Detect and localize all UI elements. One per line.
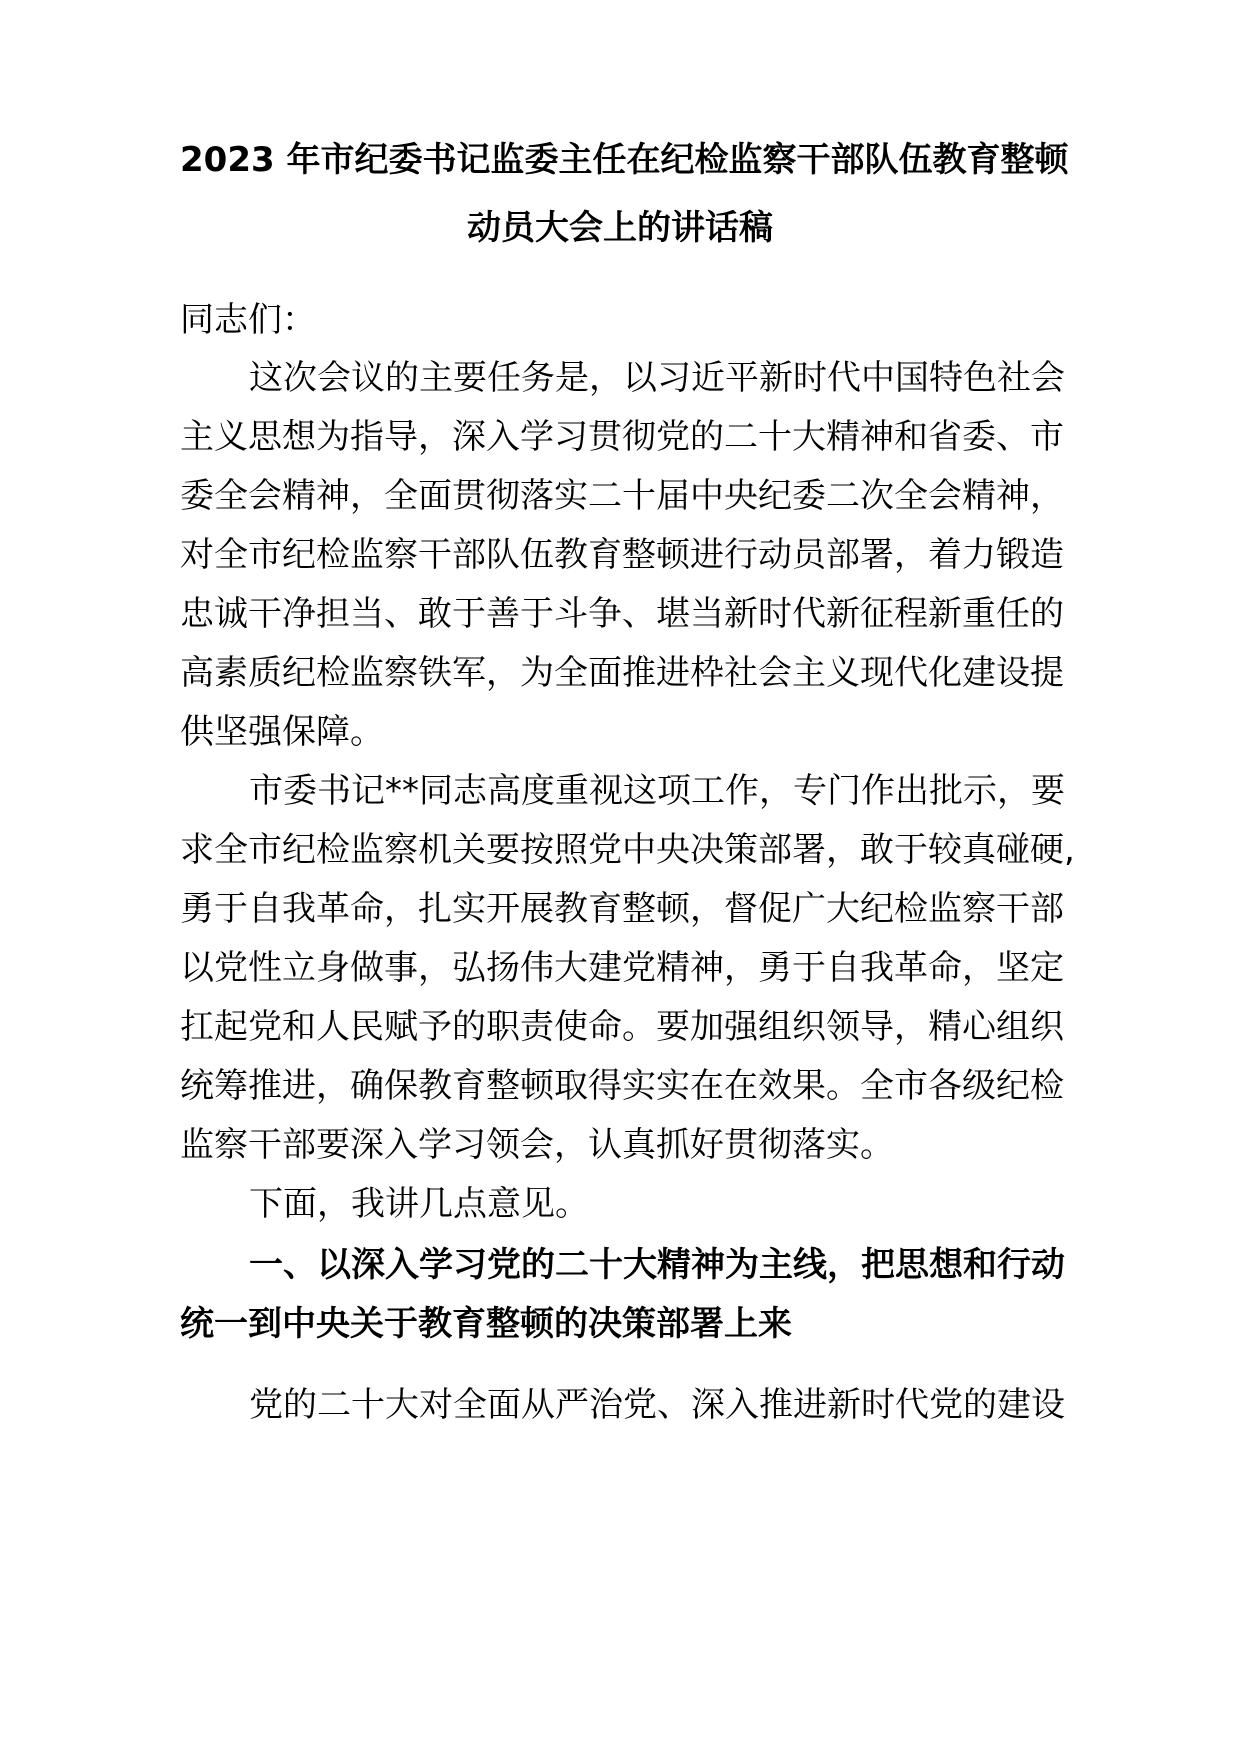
paragraph-2-line: 统筹推进，确保教育整顿取得实实在在效果。全市各级纪检 bbox=[180, 1066, 1064, 1106]
paragraph-1-line: 忠诚干净担当、敢于善于斗争、堪当新时代新征程新重任的 bbox=[180, 594, 1064, 634]
paragraph-1-line: 对全市纪检监察干部队伍教育整顿进行动员部署，着力锻造 bbox=[180, 535, 1064, 575]
section-heading-1-line: 统一到中央关于教育整顿的决策部署上来 bbox=[180, 1304, 792, 1344]
paragraph-1-line: 主义思想为指导，深入学习贯彻党的二十大精神和省委、市 bbox=[180, 417, 1064, 457]
section-heading-1-line: 一、以深入学习党的二十大精神为主线，把思想和行动 bbox=[249, 1245, 1065, 1285]
paragraph-1-line: 高素质纪检监察铁军，为全面推进枠社会主义现代化建设提 bbox=[180, 653, 1064, 693]
paragraph-4-line: 党的二十大对全面从严治党、深入推进新时代党的建设 bbox=[249, 1385, 1065, 1425]
salutation: 同志们： bbox=[180, 300, 316, 340]
paragraph-1-line: 供坚强保障。 bbox=[180, 712, 384, 752]
paragraph-3: 下面，我讲几点意见。 bbox=[249, 1184, 589, 1224]
paragraph-1-line: 这次会议的主要任务是，以习近平新时代中国特色社会 bbox=[249, 358, 1065, 398]
paragraph-2-line: 以党性立身做事，弘扬伟大建党精神，勇于自我革命，坚定 bbox=[180, 948, 1064, 988]
document-title-line-1: 2023 年市纪委书记监委主任在纪检监察干部队伍教育整顿 bbox=[180, 140, 1069, 180]
paragraph-1-line: 委全会精神，全面贯彻落实二十届中央纪委二次全会精神， bbox=[180, 476, 1064, 516]
paragraph-2-line: 监察干部要深入学习领会，认真抓好贯彻落实。 bbox=[180, 1125, 894, 1165]
paragraph-2-line: 市委书记**同志高度重视这项工作，专门作出批示，要 bbox=[249, 771, 1065, 811]
paragraph-2-line: 勇于自我革命，扎实开展教育整顿，督促广大纪检监察干部 bbox=[180, 889, 1064, 929]
document-title-line-2: 动员大会上的讲话稿 bbox=[467, 208, 773, 248]
paragraph-2-line: 求全市纪检监察机关要按照党中央决策部署，敢于较真碰硬, bbox=[180, 830, 1075, 870]
paragraph-2-line: 扛起党和人民赋予的职责使命。要加强组织领导，精心组织 bbox=[180, 1007, 1064, 1047]
